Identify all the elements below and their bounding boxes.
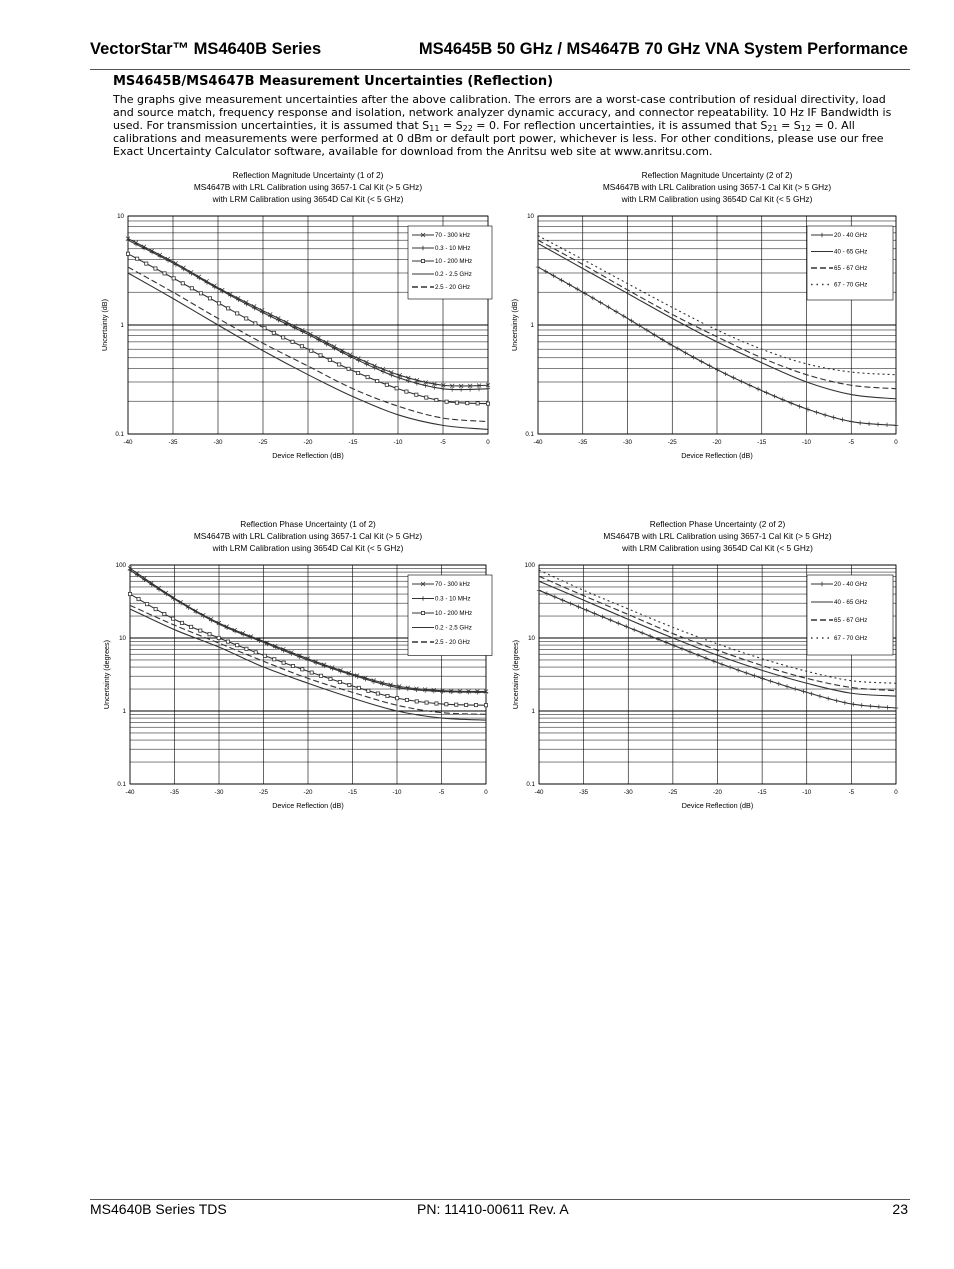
legend-label: 2.5 - 20 GHz bbox=[435, 639, 471, 646]
data-point bbox=[208, 633, 211, 636]
subscript-22: 22 bbox=[462, 123, 473, 133]
data-point bbox=[376, 692, 379, 695]
x-tick-label: -10 bbox=[802, 789, 812, 796]
subscript-12: 12 bbox=[800, 123, 811, 133]
data-point bbox=[154, 267, 157, 270]
data-point bbox=[823, 413, 827, 417]
data-point bbox=[227, 307, 230, 310]
data-point bbox=[575, 287, 579, 291]
data-point bbox=[348, 683, 351, 686]
data-point bbox=[484, 690, 488, 694]
data-point bbox=[476, 402, 479, 405]
x-tick-label: -10 bbox=[393, 439, 403, 446]
data-point bbox=[338, 363, 341, 366]
data-point bbox=[608, 618, 612, 622]
data-point bbox=[545, 591, 549, 595]
x-axis-label: Device Reflection (dB) bbox=[272, 801, 344, 810]
intro-text-1: The graphs give measurement uncertainties after the above calibration. The errors are a worst-case contribution of residual directivity, load and source match, frequency response and isolation, network analyzer dynamic accuracy, and connector repeatability. 10 Hz IF Bandwidth is used. For transmission uncertainties, it is assumed that S bbox=[113, 93, 892, 132]
chart-title-line: with LRM Calibration using 3654D Cal Kit (< 5 GHz) bbox=[212, 543, 404, 553]
legend-marker bbox=[421, 611, 424, 614]
x-tick-label: 0 bbox=[894, 789, 898, 796]
data-point bbox=[826, 696, 830, 700]
data-point bbox=[405, 698, 408, 701]
data-point bbox=[840, 418, 844, 422]
data-point bbox=[592, 611, 596, 615]
data-point bbox=[744, 671, 748, 675]
data-point bbox=[301, 668, 304, 671]
data-point bbox=[263, 327, 266, 330]
data-point bbox=[425, 701, 428, 704]
data-point bbox=[616, 621, 620, 625]
y-axis-label: Uncertainty (dB) bbox=[510, 299, 519, 351]
chart-svg bbox=[505, 517, 915, 817]
data-point bbox=[458, 690, 462, 694]
data-point bbox=[163, 272, 166, 275]
data-point bbox=[664, 640, 668, 644]
x-tick-label: -15 bbox=[348, 789, 357, 796]
data-point bbox=[785, 684, 789, 688]
legend bbox=[408, 575, 492, 656]
data-point bbox=[576, 605, 580, 609]
chart-title-line: Reflection Phase Uncertainty (2 of 2) bbox=[649, 519, 786, 529]
chart-reflection-phase-2 bbox=[505, 517, 915, 817]
y-tick-label: 0.1 bbox=[526, 781, 535, 788]
chart-title-line: Reflection Magnitude Uncertainty (2 of 2) bbox=[641, 170, 793, 180]
y-tick-label: 10 bbox=[527, 213, 534, 220]
legend-marker bbox=[421, 259, 424, 262]
data-point bbox=[136, 257, 139, 260]
data-point bbox=[809, 692, 813, 696]
y-tick-label: 1 bbox=[531, 708, 535, 715]
legend-label: 0.2 - 2.5 GHz bbox=[435, 271, 472, 278]
legend-label: 10 - 200 MHz bbox=[435, 258, 473, 265]
x-tick-label: -15 bbox=[757, 789, 767, 796]
x-tick-label: -15 bbox=[757, 439, 767, 446]
x-tick-label: -15 bbox=[348, 439, 358, 446]
data-point bbox=[291, 664, 294, 667]
x-tick-label: -30 bbox=[623, 439, 632, 446]
data-point bbox=[154, 608, 157, 611]
header-divider bbox=[90, 69, 910, 70]
data-point bbox=[748, 383, 752, 387]
data-point bbox=[877, 705, 881, 709]
y-tick-label: 0.1 bbox=[117, 781, 126, 788]
x-tick-label: -5 bbox=[440, 439, 446, 446]
data-point bbox=[600, 615, 604, 619]
chart-title-line: MS4647B with LRL Calibration using 3657-1 Cal Kit (> 5 GHz) bbox=[603, 531, 832, 541]
legend-label: 10 - 200 MHz bbox=[435, 610, 473, 617]
data-point bbox=[760, 676, 764, 680]
data-point bbox=[598, 300, 602, 304]
data-point bbox=[329, 677, 332, 680]
chart-reflection-magnitude-2 bbox=[505, 168, 915, 468]
x-tick-label: -35 bbox=[168, 439, 178, 446]
data-point bbox=[764, 390, 768, 394]
chart-svg bbox=[96, 168, 496, 468]
data-point bbox=[445, 400, 448, 403]
subscript-21: 21 bbox=[767, 123, 778, 133]
data-point bbox=[199, 292, 202, 295]
x-axis-label: Device Reflection (dB) bbox=[681, 801, 754, 810]
data-point bbox=[244, 302, 248, 306]
x-tick-label: -40 bbox=[123, 439, 133, 446]
data-point bbox=[624, 624, 628, 628]
x-tick-label: 0 bbox=[484, 789, 488, 796]
data-point bbox=[445, 703, 448, 706]
x-tick-label: -25 bbox=[668, 789, 678, 796]
data-point bbox=[696, 653, 700, 657]
chart-reflection-phase-1 bbox=[96, 517, 496, 817]
data-point bbox=[553, 595, 557, 599]
data-point bbox=[536, 265, 540, 269]
legend-label: 20 - 40 GHz bbox=[834, 581, 868, 588]
y-tick-label: 1 bbox=[530, 322, 534, 329]
footer-doc-name: MS4640B Series TDS bbox=[90, 1201, 227, 1217]
data-point bbox=[396, 697, 399, 700]
data-point bbox=[245, 317, 248, 320]
data-point bbox=[894, 706, 898, 710]
x-tick-label: -20 bbox=[303, 439, 313, 446]
data-point bbox=[180, 621, 183, 624]
data-point bbox=[208, 297, 211, 300]
data-point bbox=[740, 379, 744, 383]
y-axis-label: Uncertainty (degrees) bbox=[102, 639, 111, 710]
data-point bbox=[843, 700, 847, 704]
data-point bbox=[282, 661, 285, 664]
data-point bbox=[217, 302, 220, 305]
data-point bbox=[273, 658, 276, 661]
data-point bbox=[405, 390, 408, 393]
data-point bbox=[415, 393, 418, 396]
chart-title-line: Reflection Phase Uncertainty (1 of 2) bbox=[240, 519, 376, 529]
data-point bbox=[772, 394, 776, 398]
legend-label: 2.5 - 20 GHz bbox=[435, 284, 471, 291]
intro-paragraph bbox=[113, 94, 905, 159]
x-tick-label: -35 bbox=[578, 439, 588, 446]
data-point bbox=[834, 699, 838, 703]
data-point bbox=[707, 363, 711, 367]
data-point bbox=[672, 643, 676, 647]
data-point bbox=[338, 680, 341, 683]
data-point bbox=[126, 252, 129, 255]
data-point bbox=[319, 674, 322, 677]
y-tick-label: 100 bbox=[524, 562, 535, 569]
data-point bbox=[640, 631, 644, 635]
data-point bbox=[137, 597, 140, 600]
data-point bbox=[876, 422, 880, 426]
data-point bbox=[310, 349, 313, 352]
legend-label: 65 - 67 GHz bbox=[834, 265, 868, 272]
data-point bbox=[324, 342, 328, 346]
data-point bbox=[190, 287, 193, 290]
x-tick-label: -40 bbox=[534, 789, 544, 796]
footer-divider bbox=[90, 1199, 910, 1200]
data-point bbox=[142, 246, 146, 250]
legend-label: 0.3 - 10 MHz bbox=[435, 595, 471, 603]
legend-label: 70 - 300 kHz bbox=[435, 232, 471, 239]
data-point bbox=[245, 647, 248, 650]
y-tick-label: 1 bbox=[120, 322, 124, 329]
data-point bbox=[435, 398, 438, 401]
data-point bbox=[236, 312, 239, 315]
y-tick-label: 0.1 bbox=[525, 431, 534, 438]
x-tick-label: -30 bbox=[623, 789, 633, 796]
data-point bbox=[552, 274, 556, 278]
x-tick-label: -10 bbox=[392, 789, 402, 796]
data-point bbox=[310, 671, 313, 674]
data-point bbox=[254, 651, 257, 654]
data-point bbox=[680, 647, 684, 651]
data-point bbox=[632, 628, 636, 632]
legend-label: 65 - 67 GHz bbox=[834, 617, 868, 624]
data-point bbox=[272, 331, 275, 334]
data-point bbox=[425, 396, 428, 399]
legend bbox=[408, 226, 492, 299]
data-point bbox=[440, 689, 444, 693]
legend bbox=[807, 575, 893, 655]
y-tick-label: 10 bbox=[119, 635, 126, 642]
chart-title-line: MS4647B with LRL Calibration using 3657-1 Cal Kit (> 5 GHz) bbox=[193, 182, 423, 192]
legend-label: 0.3 - 10 MHz bbox=[435, 245, 471, 252]
data-point bbox=[676, 346, 680, 350]
data-point bbox=[885, 705, 889, 709]
data-point bbox=[561, 598, 565, 602]
data-point bbox=[236, 644, 239, 647]
legend-label: 0.2 - 2.5 GHz bbox=[435, 624, 472, 632]
data-point bbox=[858, 421, 862, 425]
data-point bbox=[128, 592, 131, 595]
data-point bbox=[537, 588, 541, 592]
x-tick-label: -25 bbox=[258, 439, 268, 446]
data-point bbox=[486, 402, 489, 405]
x-tick-label: -20 bbox=[713, 789, 722, 796]
data-point bbox=[777, 682, 781, 686]
data-point bbox=[466, 690, 470, 694]
data-point bbox=[756, 387, 760, 391]
chart-title-line: MS4647B with LRL Calibration using 3657-1 Cal Kit (> 5 GHz) bbox=[193, 531, 423, 541]
data-point bbox=[567, 282, 571, 286]
data-point bbox=[793, 687, 797, 691]
footer-part-number: PN: 11410-00611 Rev. A bbox=[417, 1201, 569, 1217]
x-tick-label: -5 bbox=[848, 439, 855, 446]
data-point bbox=[145, 603, 148, 606]
chart-title-line: with LRM Calibration using 3654D Cal Kit (< 5 GHz) bbox=[621, 194, 813, 204]
data-point bbox=[894, 423, 898, 427]
data-point bbox=[226, 640, 229, 643]
chart-title-line: Reflection Magnitude Uncertainty (1 of 2) bbox=[232, 170, 384, 180]
data-point bbox=[217, 636, 220, 639]
data-point bbox=[688, 650, 692, 654]
data-point bbox=[282, 336, 285, 339]
data-point bbox=[885, 423, 889, 427]
data-point bbox=[328, 358, 331, 361]
data-point bbox=[435, 702, 438, 705]
x-tick-label: -20 bbox=[303, 789, 313, 796]
intro-text-2: = 0. For reflection uncertainties, it is assumed that S bbox=[472, 118, 768, 132]
x-tick-label: -35 bbox=[579, 789, 589, 796]
data-point bbox=[254, 322, 257, 325]
data-point bbox=[126, 238, 130, 242]
data-point bbox=[867, 422, 871, 426]
data-point bbox=[347, 367, 350, 370]
data-point bbox=[832, 415, 836, 419]
legend-label: 40 - 65 GHz bbox=[834, 248, 868, 256]
data-point bbox=[291, 340, 294, 343]
x-tick-label: -25 bbox=[259, 789, 268, 796]
data-point bbox=[252, 306, 256, 310]
intro-eq-2: = S bbox=[777, 118, 801, 132]
x-tick-label: -25 bbox=[667, 439, 677, 446]
x-tick-label: 0 bbox=[894, 439, 898, 446]
data-point bbox=[728, 665, 732, 669]
x-tick-label: -10 bbox=[802, 439, 811, 446]
chart-title-line: with LRM Calibration using 3654D Cal Kit (< 5 GHz) bbox=[622, 543, 813, 553]
data-point bbox=[789, 401, 793, 405]
intro-eq-1: = S bbox=[439, 118, 463, 132]
intro-text-3: = 0. All calibrations and measurements were performed at 0 dBm or default port power, whichever is less. For other conditions, please use our free Exact Uncertainty Calculator software, available for download from the Anritsu web site at www.anritsu.com. bbox=[113, 118, 884, 158]
chart-title-line: with LRM Calibration using 3654D Cal Kit (< 5 GHz) bbox=[212, 194, 404, 204]
data-point bbox=[455, 703, 458, 706]
data-point bbox=[395, 387, 398, 390]
subscript-11: 11 bbox=[429, 123, 440, 133]
y-tick-label: 1 bbox=[122, 708, 126, 715]
data-point bbox=[376, 379, 379, 382]
legend-label: 67 - 70 GHz bbox=[834, 635, 868, 642]
data-point bbox=[309, 334, 313, 338]
x-tick-label: 0 bbox=[486, 439, 490, 446]
chart-svg bbox=[96, 517, 496, 817]
x-tick-label: -35 bbox=[170, 789, 179, 796]
data-point bbox=[415, 700, 418, 703]
data-point bbox=[319, 354, 322, 357]
data-point bbox=[683, 351, 687, 355]
data-point bbox=[818, 694, 822, 698]
data-point bbox=[466, 402, 469, 405]
header-page-topic: MS4645B 50 GHz / MS4647B 70 GHz VNA System Performance bbox=[418, 40, 908, 58]
data-point bbox=[357, 686, 360, 689]
legend-label: 20 - 40 GHz bbox=[834, 232, 868, 239]
data-point bbox=[723, 372, 727, 376]
legend-label: 67 - 70 GHz bbox=[834, 281, 868, 289]
data-point bbox=[668, 342, 672, 346]
data-point bbox=[591, 296, 595, 300]
data-point bbox=[699, 359, 703, 363]
data-point bbox=[584, 608, 588, 612]
data-point bbox=[316, 338, 320, 342]
data-point bbox=[366, 375, 369, 378]
y-axis-label: Uncertainty (degrees) bbox=[511, 639, 520, 710]
data-point bbox=[484, 704, 487, 707]
data-point bbox=[801, 689, 805, 693]
data-point bbox=[236, 298, 240, 302]
data-point bbox=[736, 668, 740, 672]
footer-page-number: 23 bbox=[892, 1201, 908, 1217]
data-point bbox=[263, 654, 266, 657]
header-series-title: VectorStar™ MS4640B Series bbox=[90, 40, 322, 58]
data-point bbox=[449, 690, 453, 694]
x-tick-label: -40 bbox=[125, 789, 135, 796]
data-point bbox=[851, 702, 855, 706]
x-axis-label: Device Reflection (dB) bbox=[681, 451, 753, 460]
data-point bbox=[475, 690, 479, 694]
y-tick-label: 0.1 bbox=[115, 431, 124, 438]
x-axis-label: Device Reflection (dB) bbox=[272, 451, 344, 460]
data-point bbox=[720, 662, 724, 666]
data-point bbox=[752, 674, 756, 678]
chart-svg bbox=[505, 168, 915, 468]
y-tick-label: 100 bbox=[115, 562, 126, 569]
y-tick-label: 10 bbox=[528, 635, 535, 642]
chart-reflection-magnitude-1 bbox=[96, 168, 496, 468]
data-point bbox=[171, 617, 174, 620]
data-point bbox=[860, 703, 864, 707]
data-point bbox=[768, 679, 772, 683]
section-title: MS4645B/MS4647B Measurement Uncertainties (Reflection) bbox=[113, 74, 554, 89]
x-tick-label: -30 bbox=[213, 439, 223, 446]
data-point bbox=[150, 250, 154, 254]
data-point bbox=[474, 703, 477, 706]
x-tick-label: -5 bbox=[848, 789, 855, 796]
data-point bbox=[181, 282, 184, 285]
legend bbox=[807, 226, 893, 300]
x-tick-label: -40 bbox=[533, 439, 543, 446]
x-tick-label: -5 bbox=[438, 789, 445, 796]
data-point bbox=[172, 277, 175, 280]
data-point bbox=[386, 694, 389, 697]
data-point bbox=[356, 371, 359, 374]
x-tick-label: -20 bbox=[712, 439, 722, 446]
y-tick-label: 10 bbox=[117, 213, 124, 220]
y-axis-label: Uncertainty (dB) bbox=[100, 299, 109, 351]
data-point bbox=[731, 376, 735, 380]
data-point bbox=[145, 262, 148, 265]
data-point bbox=[465, 703, 468, 706]
data-point bbox=[559, 278, 563, 282]
data-point bbox=[300, 345, 303, 348]
data-point bbox=[385, 383, 388, 386]
data-point bbox=[568, 601, 572, 605]
data-point bbox=[814, 410, 818, 414]
x-tick-label: -30 bbox=[214, 789, 224, 796]
data-point bbox=[797, 404, 801, 408]
legend-label: 40 - 65 GHz bbox=[834, 599, 868, 606]
data-point bbox=[455, 401, 458, 404]
data-point bbox=[163, 612, 166, 615]
data-point bbox=[190, 625, 193, 628]
legend-label: 70 - 300 kHz bbox=[435, 581, 471, 588]
data-point bbox=[868, 704, 872, 708]
chart-title-line: MS4647B with LRL Calibration using 3657-1 Cal Kit (> 5 GHz) bbox=[602, 182, 832, 192]
data-point bbox=[691, 355, 695, 359]
data-point bbox=[367, 689, 370, 692]
data-point bbox=[134, 242, 138, 246]
data-point bbox=[849, 419, 853, 423]
data-point bbox=[199, 629, 202, 632]
